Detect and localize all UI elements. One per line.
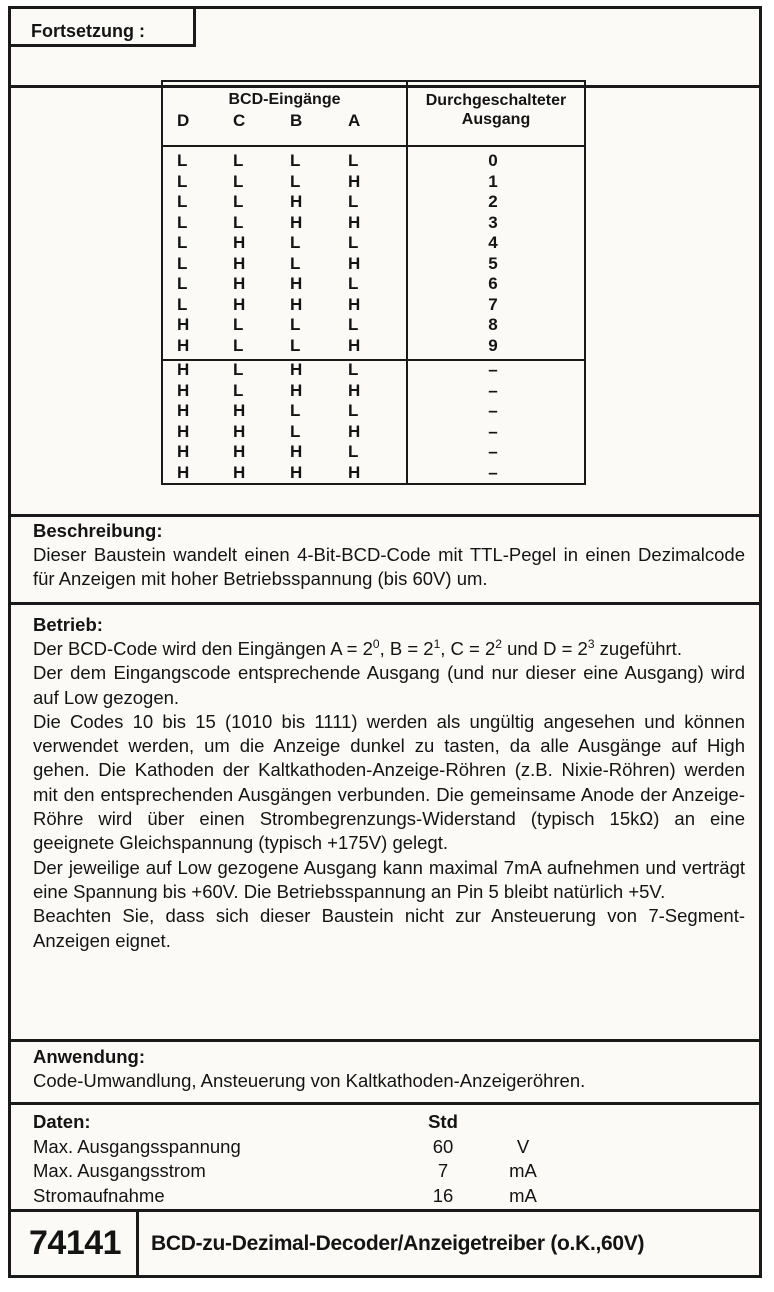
cell-c: H [233,233,246,252]
cell-output: 0 [488,151,498,170]
betrieb-heading: Betrieb: [33,614,103,635]
cell-output: 4 [488,233,498,252]
cell-c: L [233,360,244,379]
std-header: Std [428,1111,458,1132]
cell-output: – [488,380,498,400]
continuation-tab: Fortsetzung : [11,9,196,47]
beschreibung-section [33,519,745,592]
cell-a: L [348,442,359,461]
cell-output: 7 [488,294,498,314]
cell-a: L [348,360,359,379]
column-d: D [177,111,190,130]
cell-b: H [290,462,303,482]
cell-d: L [177,171,188,191]
cell-b: L [290,253,301,273]
truth-table [161,80,586,485]
cell-c: H [233,442,246,461]
cell-output: 2 [488,192,498,211]
cell-b: H [290,274,303,293]
cell-d: L [177,294,188,314]
daten-unit: V [516,1135,530,1157]
cell-c: L [233,192,244,211]
cell-c: H [233,401,246,420]
betrieb-paragraph-2: Der dem Eingangscode entsprechende Ausgang (und nur dieser eine Ausgang) wird auf Low gezogen. [33,662,745,708]
table-row [163,254,584,275]
footer-separator [136,1210,139,1275]
section-divider [11,1102,759,1105]
cell-c: L [233,151,244,170]
daten-label: Max. Ausgangsspannung [33,1135,241,1157]
section-divider [11,1039,759,1042]
daten-header-row [33,1110,745,1135]
cell-d: H [177,442,190,461]
cell-d: H [177,360,190,379]
table-row [163,336,584,357]
cell-b: H [290,192,303,211]
column-c: C [233,111,246,130]
cell-a: L [348,151,359,170]
cell-d: H [177,421,190,441]
daten-value: 16 [432,1184,454,1206]
table-row [163,213,584,234]
cell-b: L [290,421,301,441]
table-row [163,151,584,172]
cell-c: H [233,274,246,293]
cell-a: H [348,335,361,355]
daten-value: 60 [432,1135,454,1157]
cell-d: L [177,192,188,211]
cell-b: H [290,380,303,400]
table-row [163,442,584,463]
section-divider [11,514,759,517]
cell-a: L [348,192,359,211]
table-row [163,192,584,213]
cell-c: H [233,253,246,273]
cell-output: 1 [488,171,498,191]
table-row [163,172,584,193]
table-row [163,422,584,443]
output-header-line2: Ausgang [461,111,531,128]
anwendung-heading: Anwendung: [33,1046,146,1067]
daten-row [33,1159,745,1184]
cell-output: – [488,360,498,379]
cell-b: L [290,233,301,252]
betrieb-paragraph-3: Die Codes 10 bis 15 (1010 bis 1111) werden als ungültig angesehen und können verwendet werden, um die Anzeige dunkel zu tasten, da alle Ausgänge auf High gehen. Die Kathoden der Kaltkathoden-Anzeige-Röhren (z.B. Nixie-Röhren) werden mit den entsprechenden Ausgängen verbunden. Die gemeinsame Anode der Anzeige-Röhre wird über einen Strombegrenzungs-Widerstand (typisch 15kΩ) an eine geeignete Gleichspannung (typisch +175V) gelegt. [33,710,745,854]
table-row [163,360,584,381]
cell-d: H [177,315,190,334]
beschreibung-heading: Beschreibung: [33,520,163,541]
cell-d: H [177,462,190,482]
cell-d: H [177,335,190,355]
column-b: B [290,111,303,130]
betrieb-paragraph-4: Der jeweilige auf Low gezogene Ausgang kann maximal 7mA aufnehmen und verträgt eine Spannung bis +60V. Die Betriebsspannung an Pin 5 bleibt natürlich +5V. [33,856,745,902]
daten-value: 7 [437,1160,449,1181]
anwendung-text: Code-Umwandlung, Ansteuerung von Kaltkathoden-Anzeigeröhren. [33,1070,586,1091]
cell-c: L [233,335,244,355]
cell-b: L [290,335,301,355]
part-number: 74141 [29,1224,122,1262]
cell-output: 9 [488,335,498,355]
cell-a: H [348,212,361,232]
table-row [163,295,584,316]
cell-d: L [177,253,188,273]
cell-output: – [488,462,498,482]
output-header [408,91,584,129]
datasheet-page [8,6,762,1278]
cell-c: H [233,421,246,441]
cell-b: L [290,151,301,170]
cell-c: L [233,380,244,400]
cell-b: L [290,171,301,191]
cell-output: 5 [488,253,498,273]
table-row [163,274,584,295]
betrieb-paragraph-1: Der BCD-Code wird den Eingängen $A = 2^0$, $B = 2^1$, $C = 2^2$ und $D = 2^3$ zugeführt. [33,636,682,659]
daten-label: Max. Ausgangsstrom [33,1160,206,1181]
section-divider [11,602,759,605]
cell-b: H [290,442,303,461]
cell-a: H [348,294,361,314]
cell-output: 6 [488,274,498,293]
cell-output: – [488,421,498,441]
cell-a: L [348,401,359,420]
header-row-divider [163,145,584,147]
cell-b: H [290,360,303,379]
cell-c: L [233,315,244,334]
footer [11,1210,759,1275]
cell-a: H [348,421,361,441]
betrieb-paragraph-5: Beachten Sie, dass sich dieser Baustein nicht zur Ansteuerung von 7-Segment-Anzeigen eignet. [33,905,745,951]
cell-a: L [348,233,359,252]
daten-unit: mA [509,1184,537,1206]
cell-output: – [488,442,498,461]
beschreibung-text: Dieser Baustein wandelt einen 4-Bit-BCD-Code mit TTL-Pegel in einen Dezimalcode für Anzeigen mit hoher Betriebsspannung (bis 60V) um. [33,544,745,590]
betrieb-section [33,613,745,953]
cell-a: L [348,315,359,334]
cell-d: L [177,274,188,293]
cell-output: 3 [488,212,498,232]
cell-a: L [348,274,359,293]
cell-a: H [348,462,361,482]
cell-a: H [348,171,361,191]
inputs-header: BCD-Eingänge [228,91,341,108]
cell-output: – [488,401,498,420]
table-row [163,401,584,422]
cell-b: H [290,212,303,232]
daten-label: Stromaufnahme [33,1184,165,1206]
daten-unit: mA [509,1160,537,1181]
column-a: A [348,111,361,130]
cell-c: H [233,462,246,482]
anwendung-section [33,1045,745,1093]
cell-b: L [290,315,301,334]
cell-d: L [177,233,188,252]
output-header-line1: Durchgeschalteter [425,92,567,109]
cell-d: L [177,151,188,170]
cell-a: H [348,253,361,273]
daten-row [33,1184,745,1209]
table-row [163,463,584,484]
cell-c: L [233,171,244,191]
daten-row [33,1135,745,1160]
daten-heading: Daten: [33,1111,91,1132]
truth-table-rows [163,151,584,482]
cell-a: H [348,380,361,400]
daten-section [33,1110,745,1208]
cell-c: H [233,294,246,314]
cell-d: H [177,380,190,400]
cell-b: H [290,294,303,314]
table-row [163,315,584,336]
cell-d: H [177,401,190,420]
table-row [163,233,584,254]
cell-d: L [177,212,188,232]
cell-c: L [233,212,244,232]
table-row [163,381,584,402]
cell-output: 8 [488,315,498,334]
part-title: BCD-zu-Dezimal-Decoder/Anzeigetreiber (o.K.,60V) [151,1232,645,1255]
cell-b: L [290,401,301,420]
